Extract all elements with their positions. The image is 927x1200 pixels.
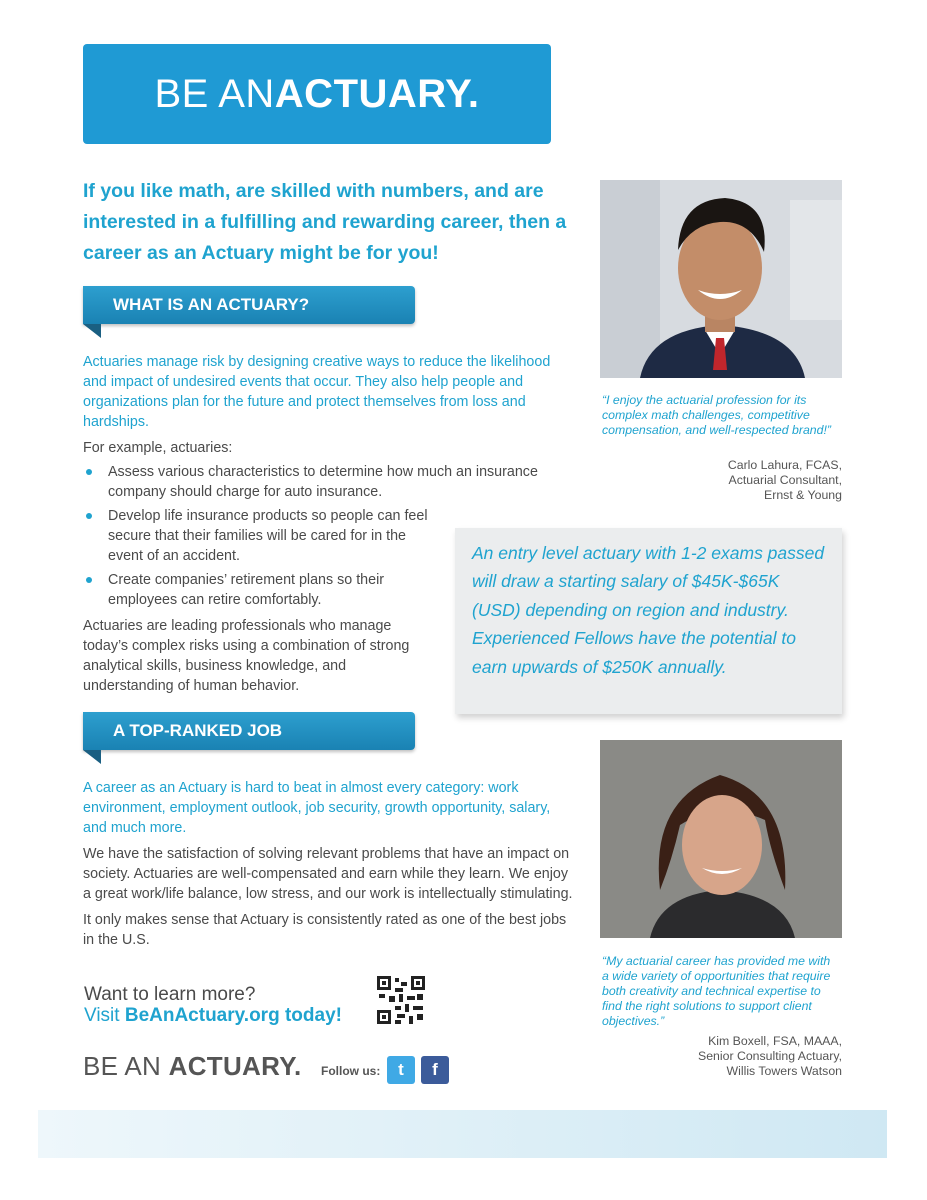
example-intro: For example, actuaries: bbox=[83, 440, 233, 456]
section-heading-label: WHAT IS AN ACTUARY? bbox=[83, 286, 415, 324]
twitter-icon[interactable]: t bbox=[387, 1056, 415, 1084]
salary-callout-text: An entry level actuary with 1-2 exams passed will draw a starting salary of $45K-$65K (USD) depending on region and industry. Experienced Fellows have the potential to earn upwards of $250K annually. bbox=[472, 543, 825, 677]
ribbon-fold bbox=[83, 750, 101, 764]
section-closing: Actuaries are leading professionals who manage today’s complex risks using a combination of strong analytical skills, business knowledge, and understanding of human behavior. bbox=[83, 618, 410, 694]
portrait-man-illustration bbox=[600, 180, 842, 378]
website-link[interactable]: BeAnActuary.org today! bbox=[124, 1005, 342, 1026]
cta-visit: Visit bbox=[84, 1005, 125, 1026]
banner-bold: ACTUARY. bbox=[274, 71, 480, 116]
section-top-ranked-body bbox=[83, 778, 573, 956]
follow-us-label: Follow us: bbox=[321, 1064, 381, 1078]
attribution-name: Kim Boxell, FSA, MAAA, bbox=[708, 1034, 842, 1048]
testimonial-quote: “My actuarial career has provided me with a wide variety of opportunities that require both creativity and technical expertise to find the right solutions to support client objectives.” bbox=[602, 954, 831, 1028]
section-top-ranked-heading bbox=[83, 712, 415, 764]
section-heading-label: A TOP-RANKED JOB bbox=[83, 712, 415, 750]
testimonial-photo-man bbox=[600, 180, 842, 378]
intro-headline: If you like math, are skilled with numbers, and are interested in a fulfilling and rewarding career, then a career as an Actuary might be for you! bbox=[83, 180, 567, 264]
section-paragraph: It only makes sense that Actuary is consistently rated as one of the best jobs in the U.S. bbox=[83, 912, 567, 948]
cta-line1: Want to learn more? bbox=[84, 984, 256, 1005]
section-lead: Actuaries manage risk by designing creative ways to reduce the likelihood and impact of undesired events that occur. They also help people and organizations plan for the future and protect themselves from loss and hardships. bbox=[83, 354, 551, 430]
attribution-name: Carlo Lahura, FCAS, bbox=[727, 458, 842, 472]
cta-line2 bbox=[84, 1005, 342, 1026]
footer-logo-bold: ACTUARY. bbox=[168, 1051, 302, 1081]
facebook-icon[interactable]: f bbox=[421, 1056, 449, 1084]
testimonial-photo-woman bbox=[600, 740, 842, 938]
footer-logo bbox=[83, 1051, 302, 1082]
attribution-company: Ernst & Young bbox=[764, 488, 842, 502]
testimonial-attribution bbox=[640, 1034, 842, 1079]
section-paragraph: We have the satisfaction of solving relevant problems that have an impact on society. Actuaries are well-compensated and earn while they learn. We enjoy a great work/life balance, low stress, and our work is intellectually stimulating. bbox=[83, 846, 573, 902]
qr-code-icon[interactable] bbox=[377, 976, 425, 1024]
call-to-action bbox=[84, 984, 342, 1026]
section-lead: A career as an Actuary is hard to beat in almost every category: work environment, employment outlook, job security, growth opportunity, salary, and much more. bbox=[83, 780, 551, 836]
testimonial-attribution bbox=[640, 458, 842, 503]
list-item: Assess various characteristics to determine how much an insurance company should charge for auto insurance. bbox=[83, 462, 573, 502]
list-item: Develop life insurance products so people can feel secure that their families will be cared for in the event of an accident. bbox=[83, 506, 438, 566]
footer-band bbox=[38, 1110, 887, 1158]
list-item: Create companies’ retirement plans so their employees can retire comfortably. bbox=[83, 570, 438, 610]
attribution-company: Willis Towers Watson bbox=[726, 1064, 842, 1078]
attribution-title: Actuarial Consultant, bbox=[728, 473, 842, 487]
section-what-is-heading bbox=[83, 286, 415, 338]
title-banner bbox=[83, 44, 551, 144]
testimonial-quote: “I enjoy the actuarial profession for its complex math challenges, competitive compensation, and well-respected brand!” bbox=[602, 393, 831, 437]
attribution-title: Senior Consulting Actuary, bbox=[698, 1049, 842, 1063]
portrait-woman-illustration bbox=[600, 740, 842, 938]
footer-logo-prefix: BE AN bbox=[83, 1051, 169, 1081]
banner-prefix: BE AN bbox=[154, 71, 275, 116]
ribbon-fold bbox=[83, 324, 101, 338]
